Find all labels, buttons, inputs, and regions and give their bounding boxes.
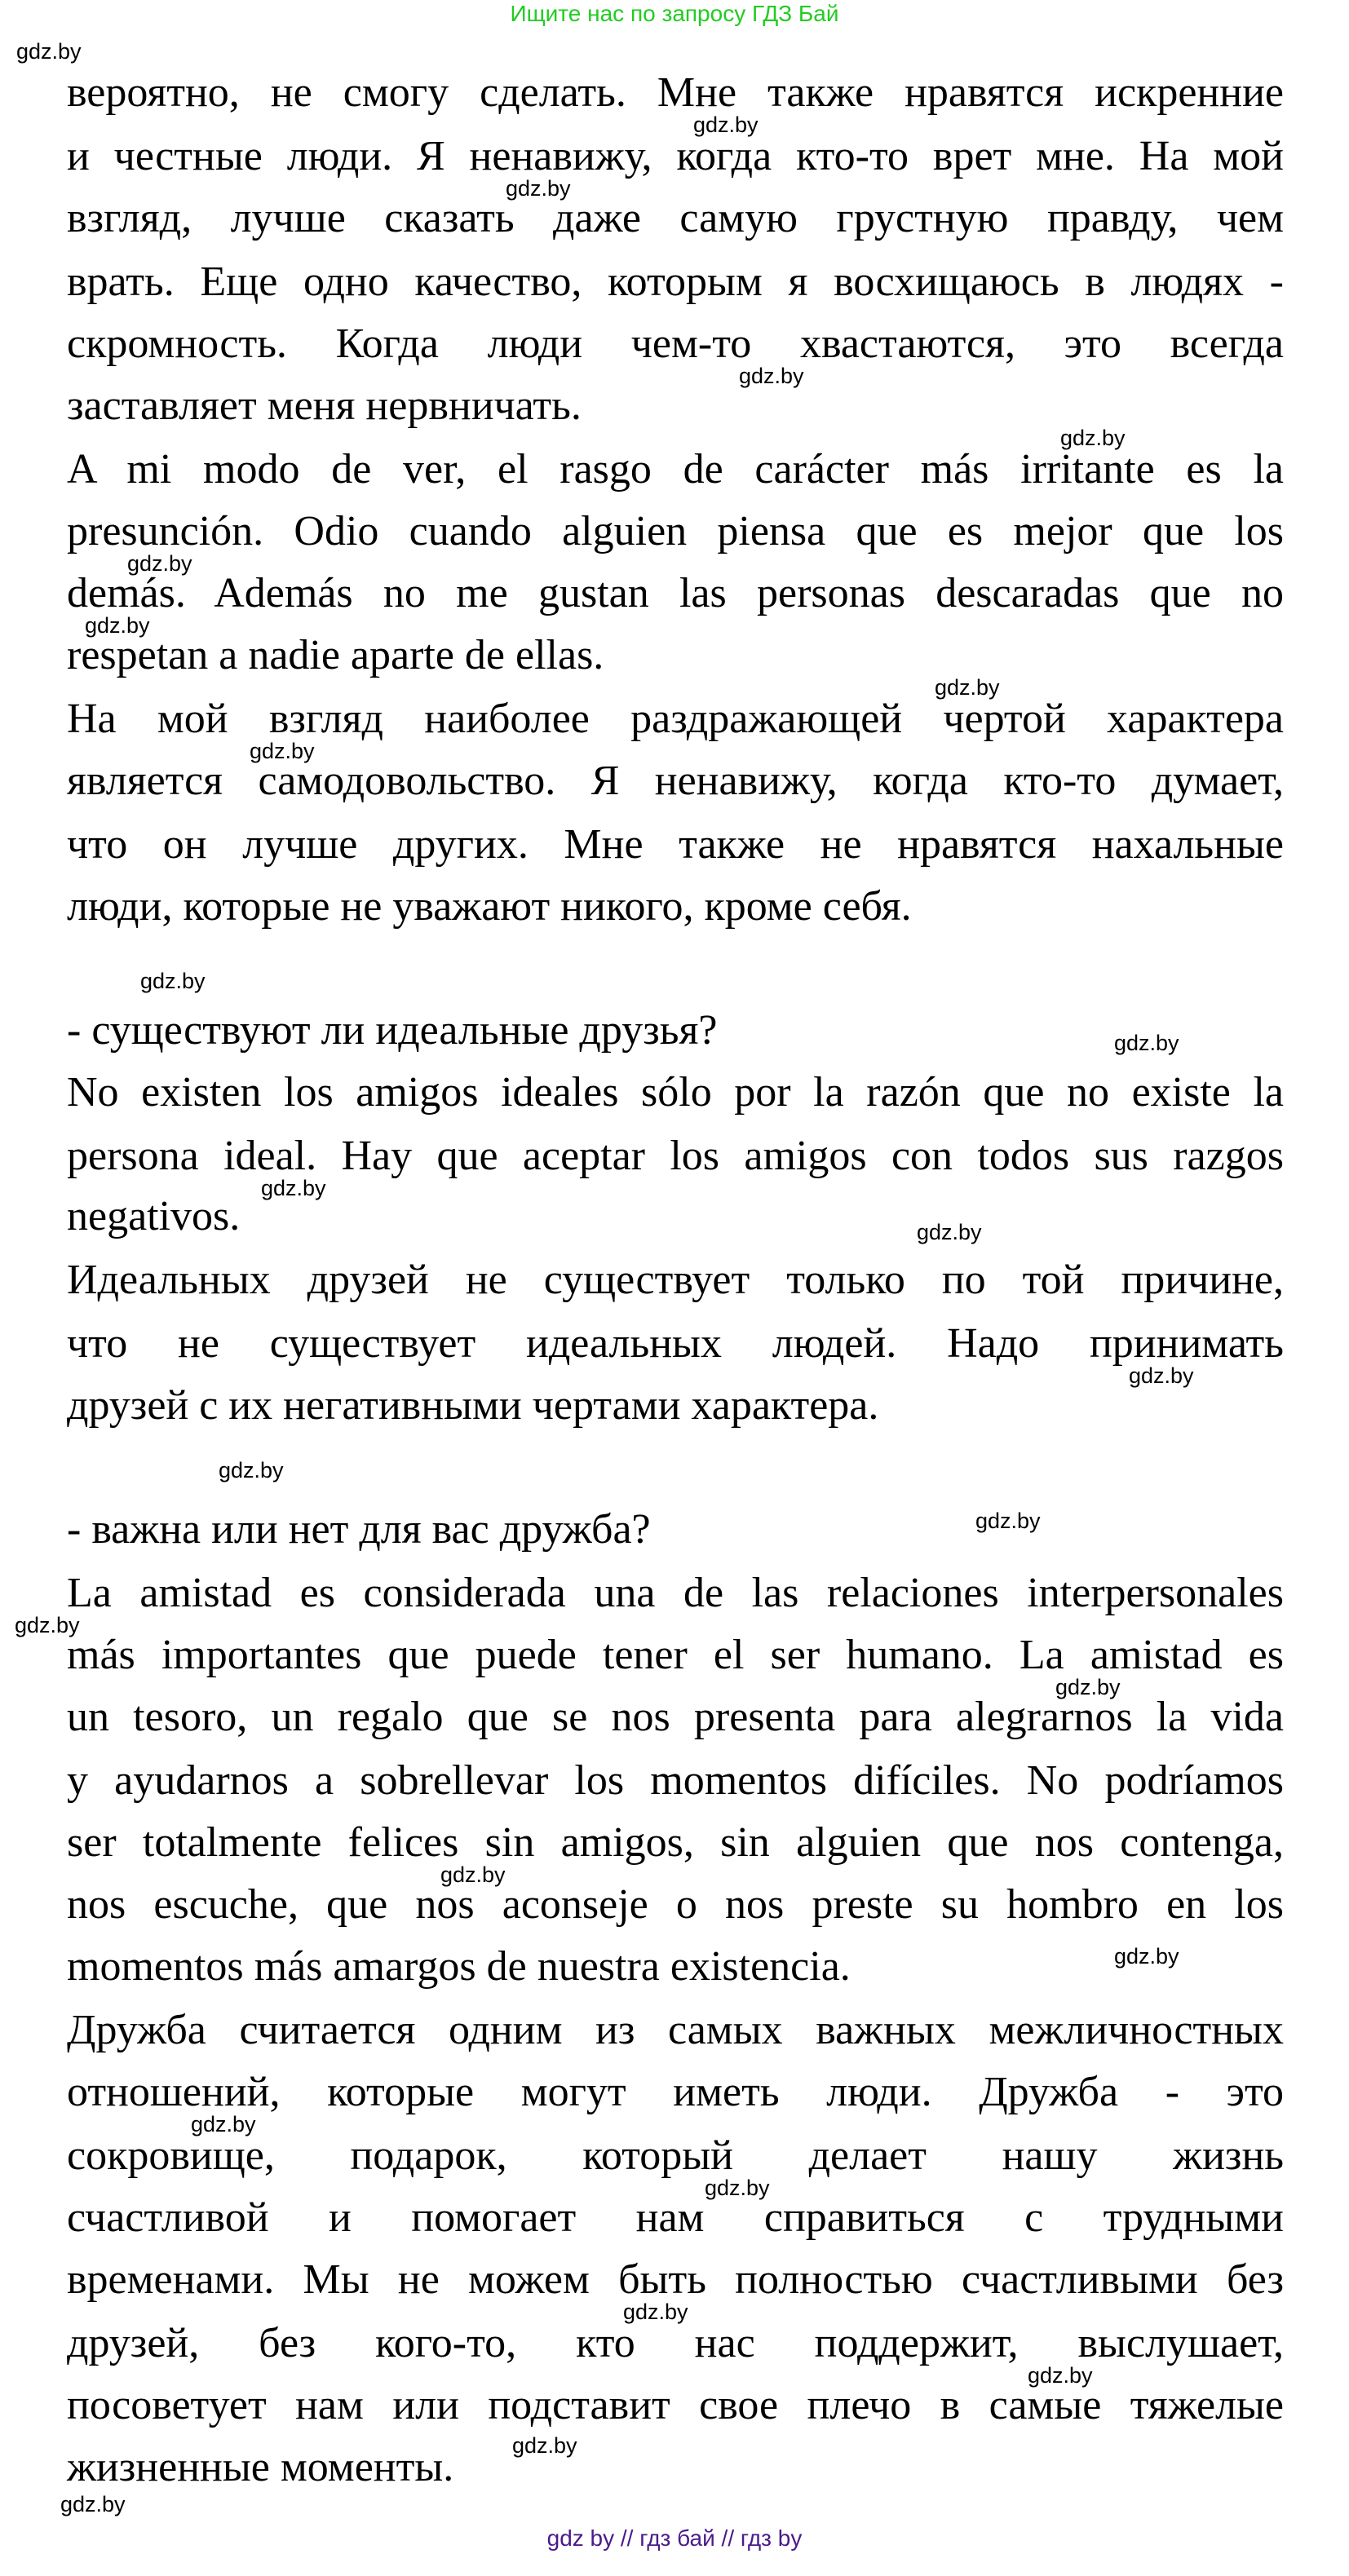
text-line: negativos. — [67, 1193, 241, 1239]
text-line: и честные люди. Я ненавижу, когда кто-то врет мне. На мой — [67, 133, 1284, 179]
text-line: заставляет меня нервничать. — [67, 382, 582, 429]
question-heading: - существуют ли идеальные друзья? — [67, 1007, 718, 1054]
text-line: presunción. Odio cuando alguien piensa que es mejor que los — [67, 508, 1284, 555]
text-line: nos escuche, que nos aconseje o nos preste su hombro en los — [67, 1881, 1284, 1928]
text-line: momentos más amargos de nuestra existencia. — [67, 1943, 851, 1990]
watermark: gdz.by — [191, 2112, 256, 2136]
text-line: что не существует идеальных людей. Надо принимать — [67, 1320, 1284, 1367]
text-line: врать. Еще одно качество, которым я восхищаюсь в людях - — [67, 258, 1284, 305]
text-line: No existen los amigos ideales sólo por la razón que no existe la — [67, 1069, 1284, 1116]
text-line: demás. Además no me gustan las personas descaradas que no — [67, 570, 1284, 616]
text-line: más importantes que puede tener el ser humano. La amistad es — [67, 1632, 1284, 1678]
text-line: взгляд, лучше сказать даже самую грустную правду, чем — [67, 195, 1284, 241]
text-line: скромность. Когда люди чем-то хвастаются, это всегда — [67, 320, 1284, 367]
text-line: un tesoro, un regalo que se nos presenta para alegrarnos la vida — [67, 1694, 1284, 1740]
watermark: gdz.by — [16, 39, 82, 64]
text-line: посоветует нам или подставит свое плечо в самые тяжелые — [67, 2382, 1284, 2428]
watermark: gdz.by — [1114, 1031, 1179, 1055]
watermark: gdz.by — [705, 2176, 770, 2200]
text-line: La amistad es considerada una de las relaciones interpersonales — [67, 1570, 1284, 1616]
footer-links: gdz by // гдз бай // гдз by — [546, 2525, 803, 2551]
text-line: друзей с их негативными чертами характера. — [67, 1382, 879, 1429]
search-hint-banner: Ищите нас по запросу ГДЗ Бай — [510, 1, 839, 26]
text-line: Дружба считается одним из самых важных межличностных — [67, 2007, 1284, 2053]
text-line: сокровище, подарок, который делает нашу жизнь — [67, 2132, 1284, 2179]
watermark: gdz.by — [506, 176, 571, 201]
watermark: gdz.by — [440, 1862, 506, 1887]
watermark: gdz.by — [140, 969, 206, 993]
text-line: A mi modo de ver, el rasgo de carácter más irritante es la — [67, 446, 1284, 493]
text-line: люди, которые не уважают никого, кроме себя. — [67, 883, 912, 930]
watermark: gdz.by — [85, 613, 150, 638]
watermark: gdz.by — [15, 1613, 80, 1637]
text-line: y ayudarnos a sobrellevar los momentos difíciles. No podríamos — [67, 1757, 1284, 1804]
text-line: отношений, которые могут иметь люди. Дружба - это — [67, 2069, 1284, 2115]
watermark: gdz.by — [127, 551, 192, 576]
text-line: respetan a nadie aparte de ellas. — [67, 632, 604, 678]
watermark: gdz.by — [1028, 2363, 1093, 2388]
watermark: gdz.by — [917, 1220, 982, 1244]
text-line: persona ideal. Hay que aceptar los amigos con todos sus razgos — [67, 1133, 1284, 1179]
watermark: gdz.by — [261, 1176, 326, 1200]
text-line: счастливой и помогает нам справиться с трудными — [67, 2194, 1284, 2241]
watermark: gdz.by — [60, 2492, 126, 2516]
text-line: жизненные моменты. — [67, 2444, 454, 2490]
text-line: друзей, без кого-то, кто нас поддержит, выслушает, — [67, 2320, 1284, 2366]
watermark: gdz.by — [739, 364, 804, 388]
text-line: вероятно, не смогу сделать. Мне также нравятся искренние — [67, 69, 1284, 116]
watermark: gdz.by — [1055, 1675, 1121, 1699]
text-line: На мой взгляд наиболее раздражающей чертой характера — [67, 696, 1284, 742]
watermark: gdz.by — [623, 2300, 688, 2324]
question-heading: - важна или нет для вас дружба? — [67, 1506, 651, 1553]
text-line: Идеальных друзей не существует только по той причине, — [67, 1257, 1284, 1303]
watermark: gdz.by — [975, 1509, 1041, 1533]
text-line: что он лучше других. Мне также не нравятся нахальные — [67, 821, 1284, 868]
text-line: ser totalmente felices sin amigos, sin alguien que nos contenga, — [67, 1819, 1284, 1866]
text-line: временами. Мы не можем быть полностью счастливыми без — [67, 2256, 1284, 2303]
watermark: gdz.by — [1060, 426, 1126, 450]
watermark: gdz.by — [935, 675, 1000, 700]
watermark: gdz.by — [1129, 1363, 1194, 1388]
watermark: gdz.by — [250, 739, 315, 763]
watermark: gdz.by — [512, 2433, 577, 2458]
watermark: gdz.by — [693, 113, 759, 137]
text-line: является самодовольство. Я ненавижу, когда кто-то думает, — [67, 758, 1284, 804]
watermark: gdz.by — [219, 1458, 284, 1482]
watermark: gdz.by — [1114, 1944, 1179, 1968]
